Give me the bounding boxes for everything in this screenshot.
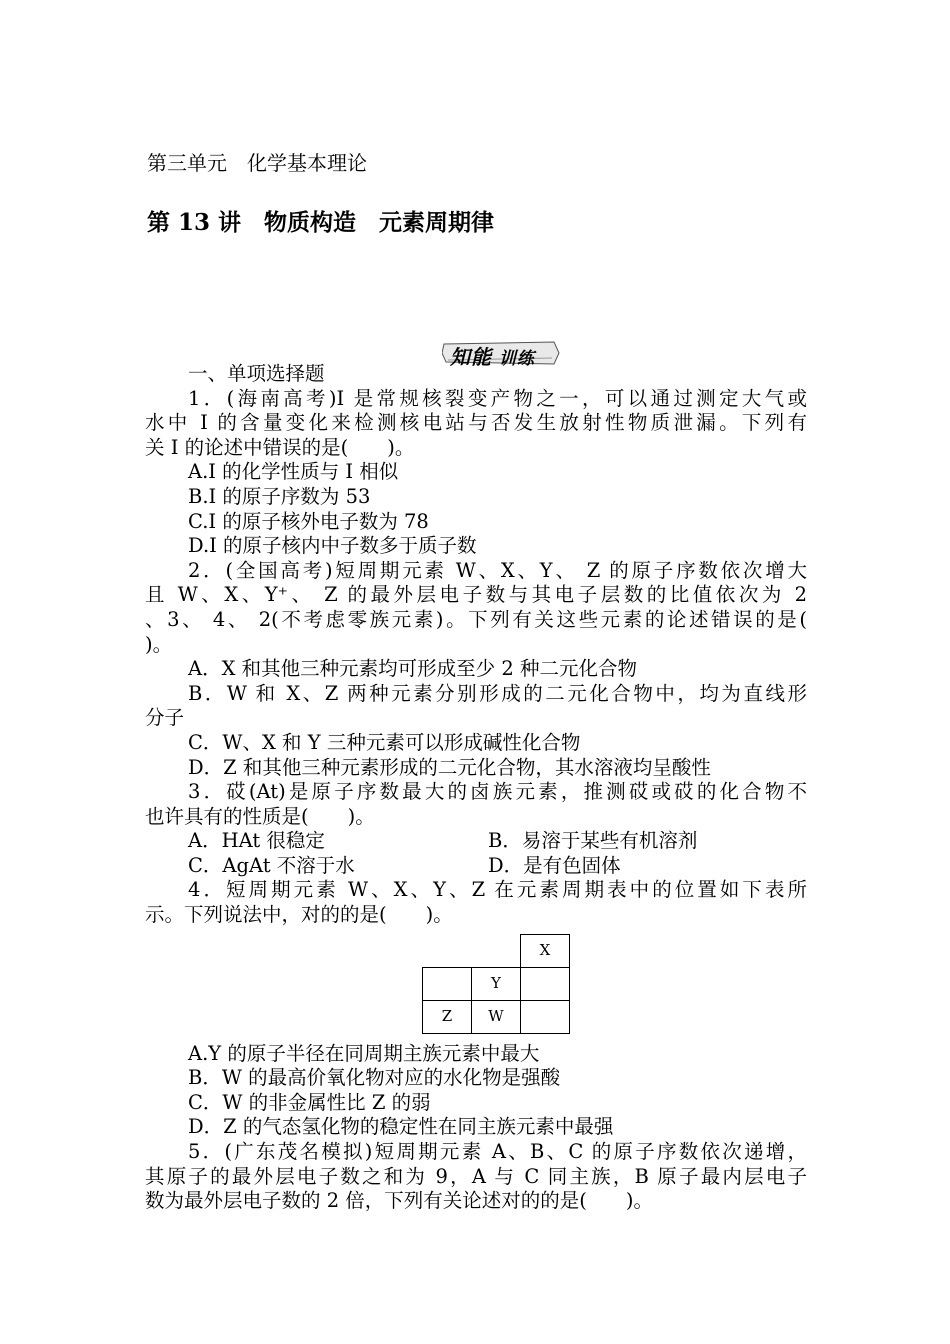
q5-line-3: 数为最外层电子数的 2 倍，下列有关论述对的的是( )。 <box>145 1189 654 1213</box>
q4-option-a: A.Y 的原子半径在同周期主族元素中最大 <box>188 1041 540 1065</box>
q2-option-b-line-2: 分子 <box>145 706 185 730</box>
q3-option-b: B．易溶于某些有机溶剂 <box>488 829 698 853</box>
table-cell-blank <box>521 1000 570 1033</box>
lecture-title: 第 13 讲 物质构造 元素周期律 <box>147 209 495 236</box>
table-cell-empty <box>423 934 472 967</box>
q1-line-1: 1．(海南高考)I 是常规核裂变产物之一，可以通过测定大气或 <box>188 386 807 410</box>
periodic-table-fragment <box>145 928 807 1042</box>
q1-line-3: 关 I 的论述中错误的是( )。 <box>145 435 415 459</box>
q3-option-d: D．是有色固体 <box>488 853 621 877</box>
banner-small-text: 训练 <box>498 349 535 369</box>
q2-line-4: )。 <box>145 632 173 656</box>
q1-option-c: C.I 的原子核外电子数为 78 <box>188 509 429 533</box>
q5-line-1: 5．(广东茂名模拟)短周期元素 A、B、C 的原子序数依次递增， <box>188 1140 807 1164</box>
q1-line-2: 水中 I 的含量变化来检测核电站与否发生放射性物质泄漏。下列有 <box>145 411 807 435</box>
section-heading: 一、单项选择题 <box>188 362 325 385</box>
q1-option-d: D.I 的原子核内中子数多于质子数 <box>188 534 477 558</box>
q2-option-d: D．Z 和其他三种元素形成的二元化合物，其水溶液均呈酸性 <box>188 755 711 779</box>
question-body <box>145 362 807 1214</box>
table-cell-w: W <box>472 1000 521 1033</box>
unit-title: 第三单元 化学基本理论 <box>147 151 367 175</box>
q2-option-a: A．X 和其他三种元素均可形成至少 2 种二元化合物 <box>188 657 637 681</box>
table-cell-blank <box>521 967 570 1000</box>
q2-line-3: 、3、 4、 2(不考虑零族元素)。下列有关这些元素的论述错误的是( <box>145 607 807 631</box>
q4-line-1: 4．短周期元素 W、X、Y、Z 在元素周期表中的位置如下表所 <box>188 878 807 902</box>
q2-line-2: 且 W、X、Y⁺、 Z 的最外层电子数与其电子层数的比值依次为 2 <box>145 583 807 607</box>
q3-line-1: 3．砹(At)是原子序数最大的卤族元素，推测砹或砹的化合物不 <box>188 780 807 804</box>
q3-option-c: C．AgAt 不溶于水 <box>188 853 355 877</box>
q3-options-row-2 <box>145 854 807 879</box>
q2-option-c: C．W、X 和 Y 三种元素可以形成碱性化合物 <box>188 730 581 754</box>
table-cell-empty <box>472 934 521 967</box>
q3-line-2: 也许具有的性质是( )。 <box>145 804 375 828</box>
q4-option-b: B．W 的最高价氧化物对应的水化物是强酸 <box>188 1066 561 1090</box>
q1-option-b: B.I 的原子序数为 53 <box>188 484 371 508</box>
q4-line-2: 示。下列说法中，对的的是( )。 <box>145 903 453 927</box>
table-cell-z: Z <box>423 1000 472 1033</box>
element-position-table <box>422 934 570 1034</box>
table-cell-y: Y <box>472 967 521 1000</box>
q3-options-row-1 <box>145 829 807 854</box>
q1-option-a: A.I 的化学性质与 I 相似 <box>188 460 399 484</box>
q4-option-d: D．Z 的气态氢化物的稳定性在同主族元素中最强 <box>188 1115 614 1139</box>
q2-option-b-line-1: B．W 和 X、Z 两种元素分别形成的二元化合物中，均为直线形 <box>188 681 807 705</box>
table-cell-blank <box>423 967 472 1000</box>
q2-line-1: 2．(全国高考)短周期元素 W、X、Y、 Z 的原子序数依次增大 <box>188 558 807 582</box>
banner-big-text: 知能 <box>450 345 492 369</box>
q3-option-a: A．HAt 很稳定 <box>188 829 325 853</box>
q4-option-c: C．W 的非金属性比 Z 的弱 <box>188 1090 431 1114</box>
table-cell-x: X <box>521 934 570 967</box>
q5-line-2: 其原子的最外层电子数之和为 9，A 与 C 同主族，B 原子最内层电子 <box>145 1164 807 1188</box>
